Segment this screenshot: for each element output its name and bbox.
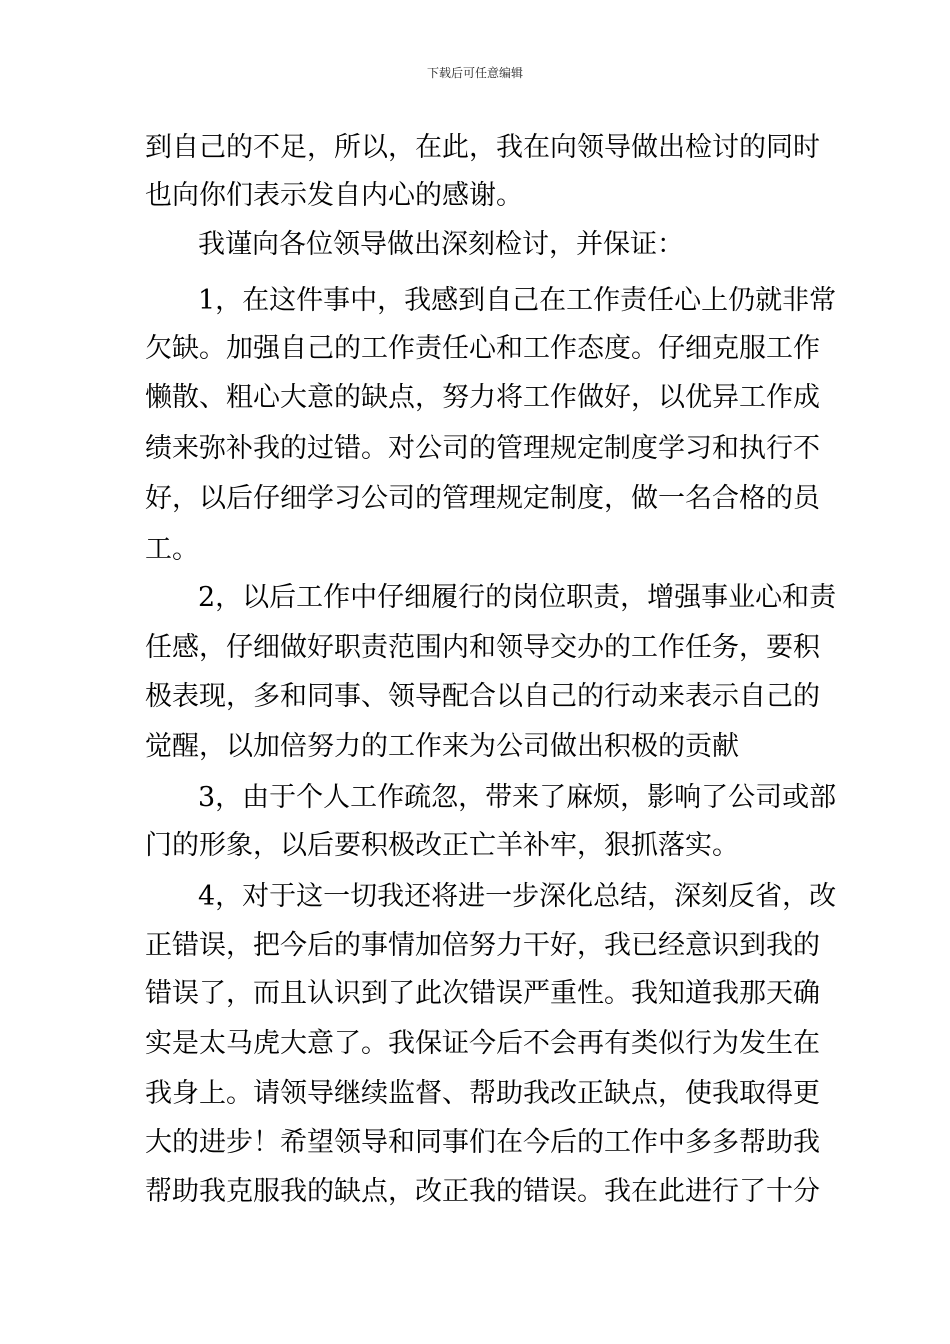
- body-line: 帮助我克服我的缺点，改正我的错误。我在此进行了十分: [145, 1176, 820, 1207]
- body-line: 任感，仔细做好职责范围内和领导交办的工作任务，要积: [145, 632, 820, 663]
- body-line: 我身上。请领导继续监督、帮助我改正缺点，使我取得更: [145, 1078, 820, 1109]
- body-line: 3，由于个人工作疏忽，带来了麻烦，影响了公司或部: [198, 782, 837, 813]
- body-line: 实是太马虎大意了。我保证今后不会再有类似行为发生在: [145, 1028, 820, 1059]
- body-line: 正错误，把今后的事情加倍努力干好，我已经意识到我的: [145, 930, 820, 961]
- body-line: 工。: [145, 534, 199, 565]
- body-line: 觉醒，以加倍努力的工作来为公司做出积极的贡献: [145, 731, 739, 762]
- body-line: 也向你们表示发自内心的感谢。: [145, 180, 523, 211]
- body-line: 到自己的不足，所以，在此，我在向领导做出检讨的同时: [145, 132, 820, 163]
- body-line: 错误了，而且认识到了此次错误严重性。我知道我那天确: [145, 978, 820, 1009]
- body-line: 好，以后仔细学习公司的管理规定制度，做一名合格的员: [145, 483, 820, 514]
- body-line: 4，对于这一切我还将进一步深化总结，深刻反省，改: [198, 881, 837, 912]
- body-line: 2，以后工作中仔细履行的岗位职责，增强事业心和责: [198, 582, 837, 613]
- body-line: 欠缺。加强自己的工作责任心和工作态度。仔细克服工作: [145, 333, 820, 364]
- body-line: 懒散、粗心大意的缺点，努力将工作做好，以优异工作成: [145, 382, 820, 413]
- body-line: 我谨向各位领导做出深刻检讨，并保证：: [198, 229, 684, 260]
- body-line: 1，在这件事中，我感到自己在工作责任心上仍就非常: [198, 285, 837, 316]
- body-line: 门的形象，以后要积极改正亡羊补牢，狠抓落实。: [145, 830, 739, 861]
- body-line: 极表现，多和同事、领导配合以自己的行动来表示自己的: [145, 681, 820, 712]
- body-line: 大的进步！希望领导和同事们在今后的工作中多多帮助我: [145, 1127, 820, 1158]
- page-header: 下载后可任意编辑: [426, 66, 523, 80]
- body-line: 绩来弥补我的过错。对公司的管理规定制度学习和执行不: [145, 433, 820, 464]
